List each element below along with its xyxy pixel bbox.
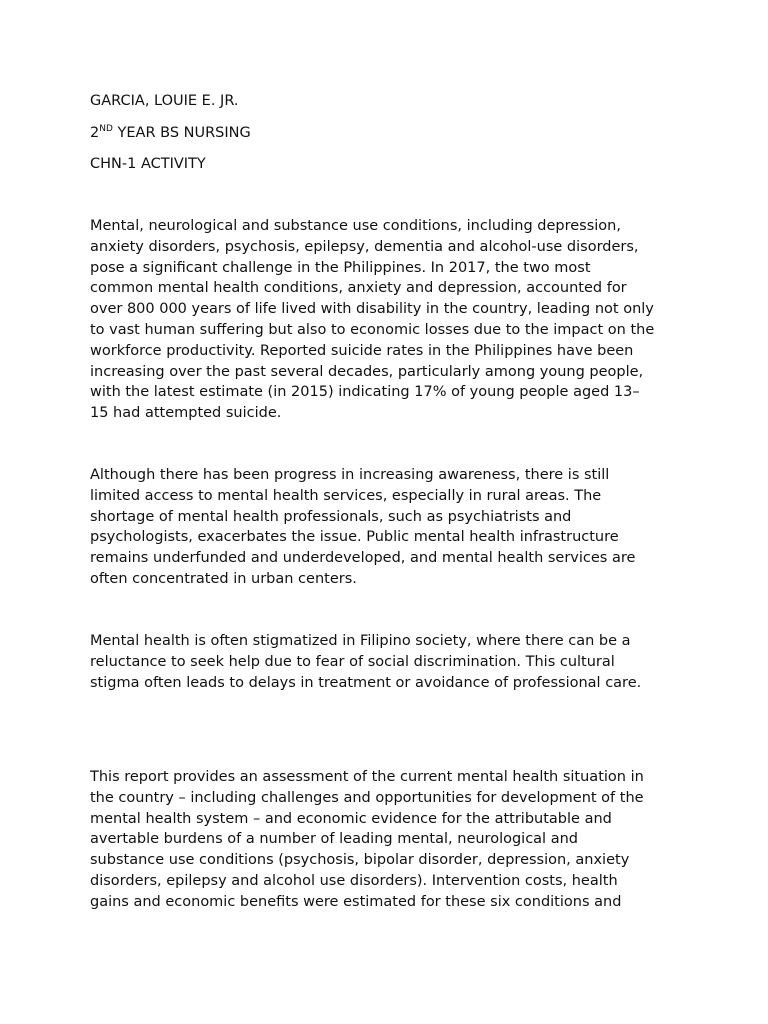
paragraph-4: [90, 767, 686, 913]
text-line: psychologists, exacerbates the issue. Public mental health infrastructure: [90, 529, 619, 546]
text-line: with the latest estimate (in 2015) indicating 17% of young people aged 13–: [90, 384, 640, 401]
text-line: reluctance to seek help due to fear of social discrimination. This cultural: [90, 653, 615, 670]
paragraph-2: [90, 465, 686, 590]
text-line: to vast human suffering but also to economic losses due to the impact on the: [90, 321, 655, 338]
text-line: Mental, neurological and substance use conditions, including depression,: [90, 218, 621, 234]
text-line: anxiety disorders, psychosis, epilepsy, dementia and alcohol-use disorders,: [90, 238, 639, 255]
text-line: Mental health is often stigmatized in Filipino society, where there can be a: [90, 633, 631, 649]
year-course: YEAR BS NURSING: [112, 125, 251, 141]
text-line: gains and economic benefits were estimated for these six conditions and: [90, 893, 622, 910]
text-line: limited access to mental health services, especially in rural areas. The: [90, 487, 602, 504]
year-number: 2: [90, 125, 100, 141]
year-level: [90, 124, 251, 142]
text-line: mental health system – and economic evidence for the attributable and: [90, 810, 612, 827]
text-line: remains underfunded and underdeveloped, and mental health services are: [90, 550, 636, 567]
text-line: avertable burdens of a number of leading mental, neurological and: [90, 831, 578, 848]
text-line: the country – including challenges and opportunities for development of the: [90, 789, 644, 806]
paragraph-3: [90, 631, 686, 693]
text-line: substance use conditions (psychosis, bipolar disorder, depression, anxiety: [90, 852, 630, 869]
text-line: workforce productivity. Reported suicide rates in the Philippines have been: [90, 342, 634, 359]
text-line: increasing over the past several decades, particularly among young people,: [90, 363, 644, 380]
text-line: This report provides an assessment of the current mental health situation in: [90, 769, 644, 785]
text-line: stigma often leads to delays in treatment or avoidance of professional care.: [90, 674, 642, 691]
text-line: over 800 000 years of life lived with disability in the country, leading not only: [90, 301, 654, 318]
paragraph-1: [90, 216, 686, 424]
text-line: 15 had attempted suicide.: [90, 405, 282, 422]
year-suffix: ND: [99, 124, 113, 134]
text-line: common mental health conditions, anxiety and depression, accounted for: [90, 280, 627, 297]
activity-title: CHN-1 ACTIVITY: [90, 156, 206, 172]
text-line: disorders, epilepsy and alcohol use disorders). Intervention costs, health: [90, 872, 618, 889]
text-line: often concentrated in urban centers.: [90, 570, 357, 587]
text-line: pose a significant challenge in the Philippines. In 2017, the two most: [90, 259, 591, 276]
text-line: shortage of mental health professionals, such as psychiatrists and: [90, 508, 572, 525]
student-name: GARCIA, LOUIE E. JR.: [90, 93, 239, 109]
text-line: Although there has been progress in increasing awareness, there is still: [90, 467, 610, 483]
